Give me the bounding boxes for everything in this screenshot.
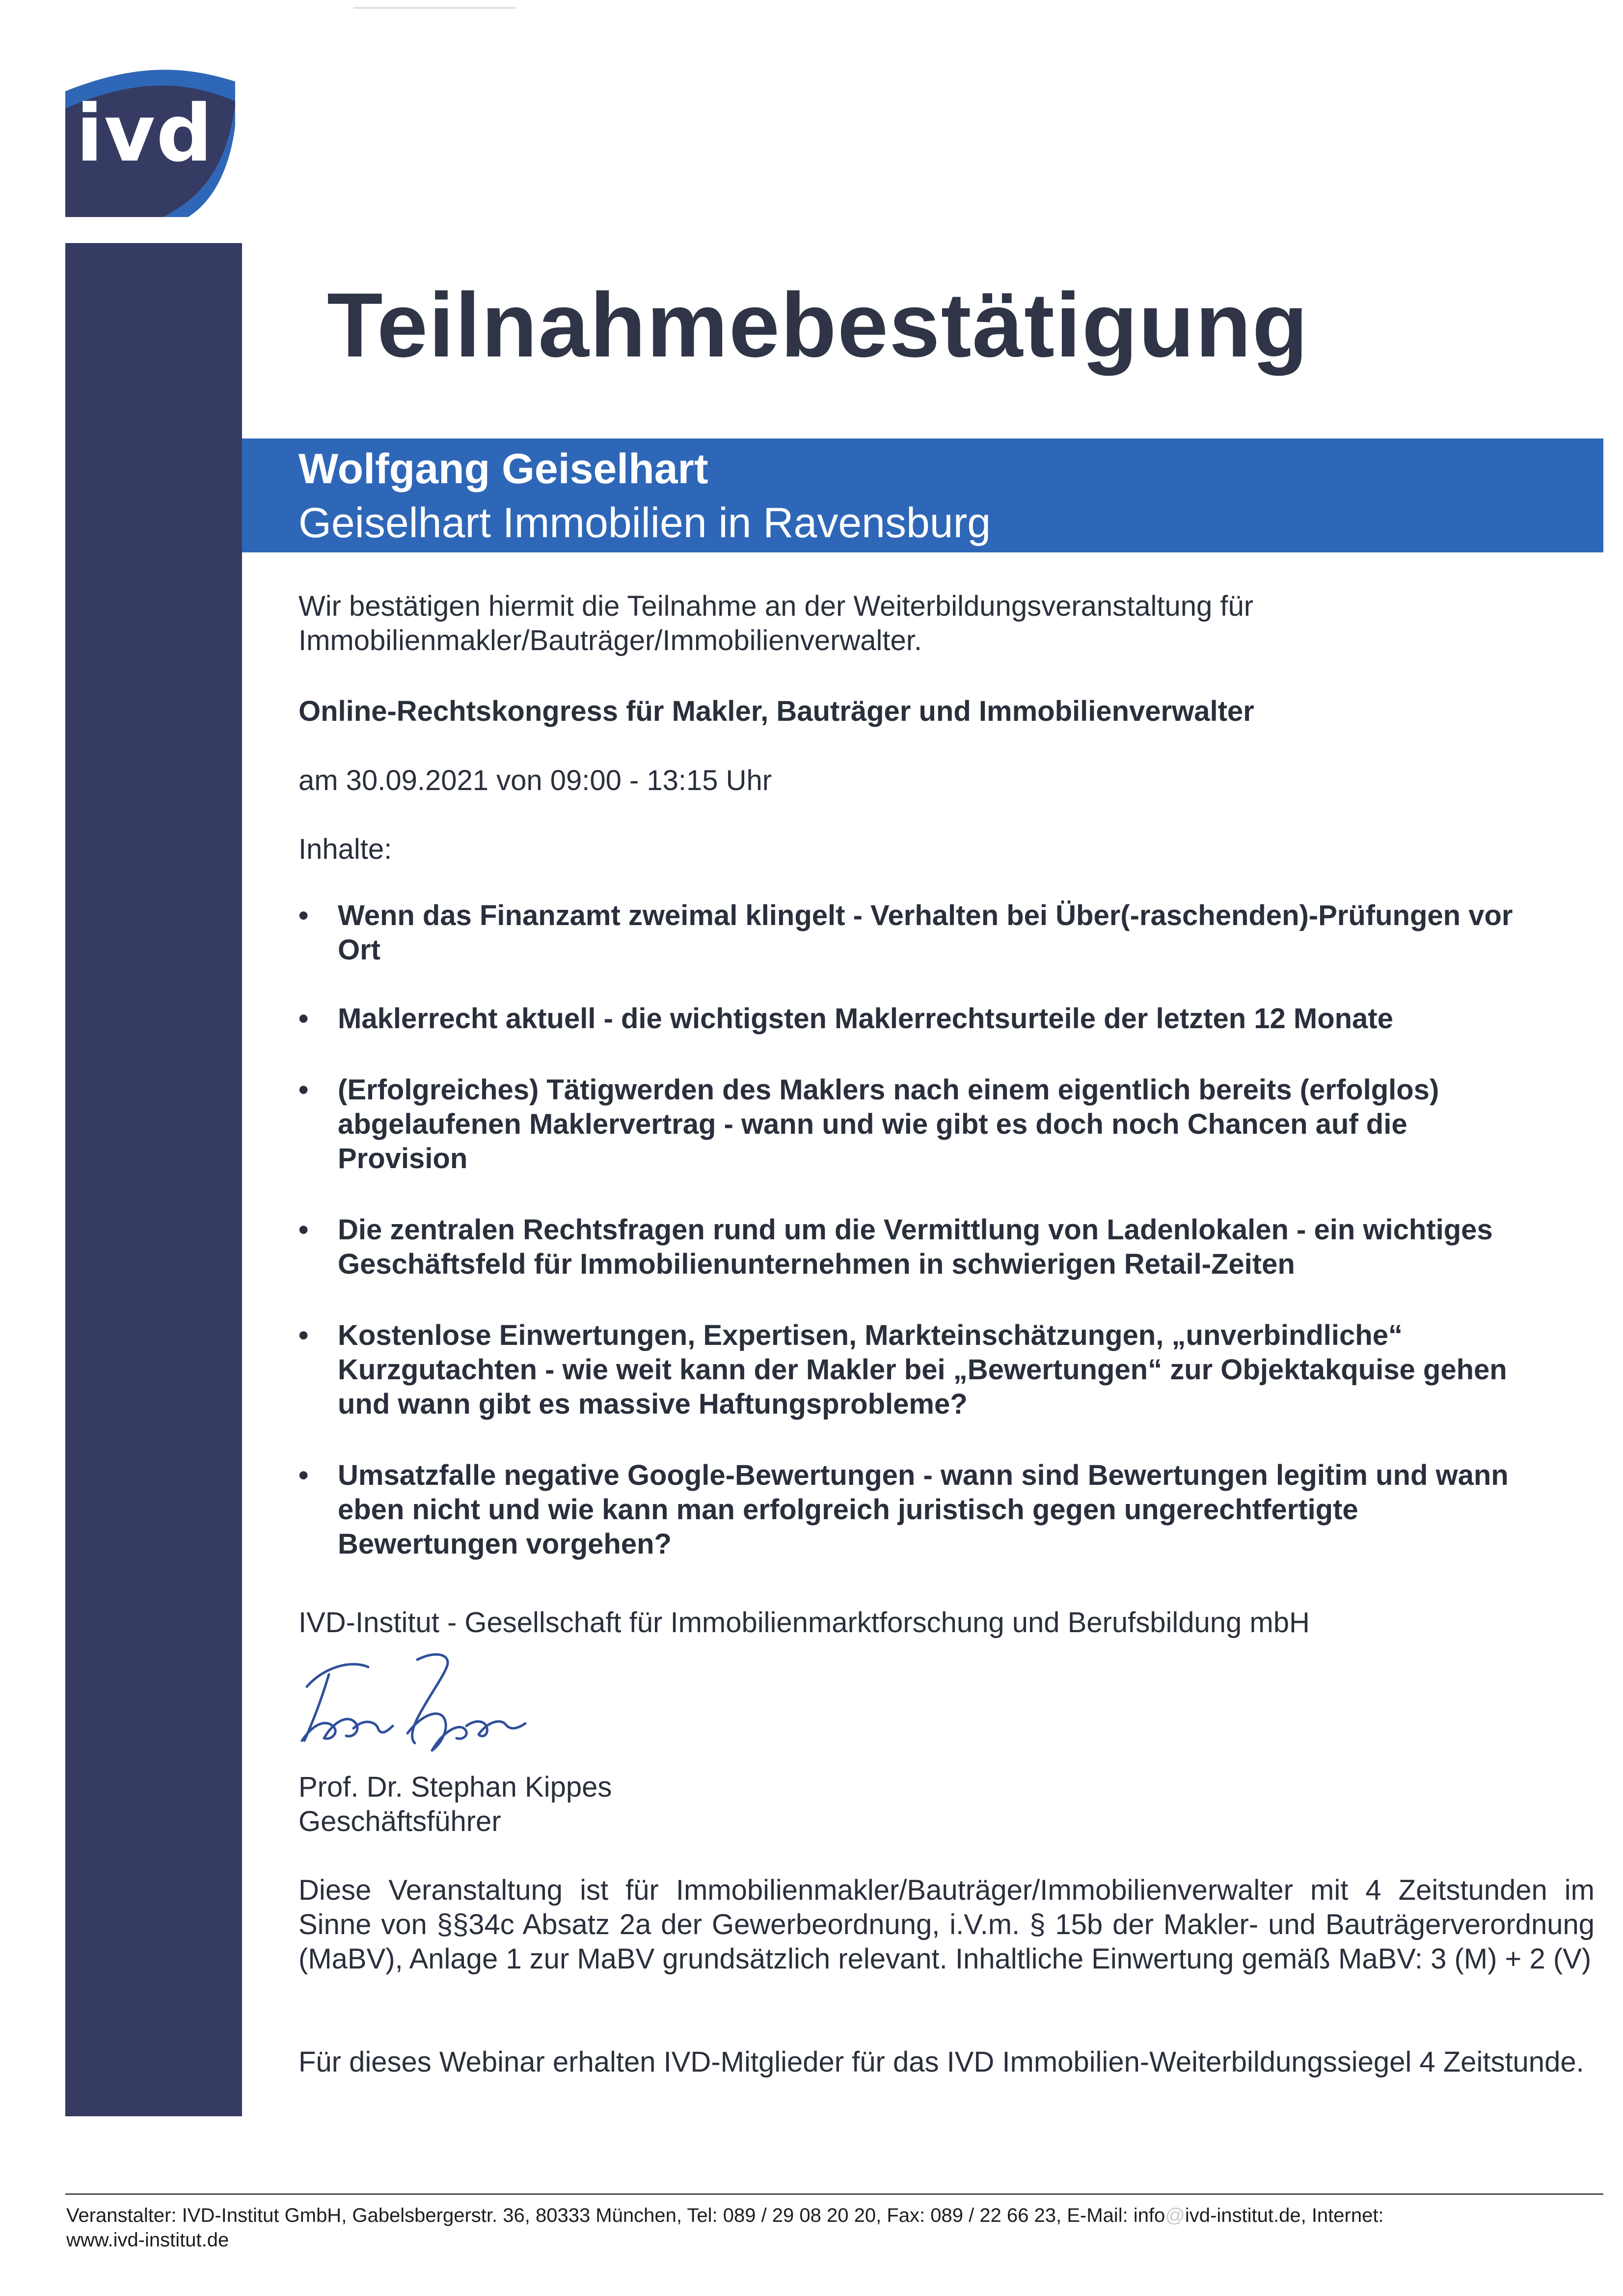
intro-line-1: Wir bestätigen hiermit die Teilnahme an der Weiterbildungsveranstaltung für [298,590,1254,622]
signature-image [295,1640,560,1758]
footer-website: www.ivd-institut.de [66,2229,229,2251]
topic-text: (Erfolgreiches) Tätigwerden des Maklers nach einem eigentlich bereits (erfolglos) abgelaufenen Maklervertrag - wann und wie gibt es doch noch Chancen auf die Provision [338,1074,1439,1175]
at-icon: @ [1165,2205,1185,2226]
signatory-role: Geschäftsführer [298,1805,501,1837]
relevance-note: Diese Veranstaltung ist für Immobilienmakler/Bauträger/Immobilienverwalter mit 4 Zeitstunden im Sinne von §§34c Absatz 2a der Gewerbeordnung, i.V.m. § 15b der Makler- und Bauträgerverordnung (MaBV), Anlage 1 zur MaBV grundsätzlich relevant. Inhaltliche Einwertung gemäß MaBV: 3 (M) + 2 (V) [298,1874,1595,1975]
list-item [298,1073,1595,1176]
list-item [298,1213,1595,1282]
bullet-icon: • [298,1214,309,1246]
topic-text: Wenn das Finanzamt zweimal klingelt - Verhalten bei Über(-raschenden)-Prüfungen vor Ort [338,900,1513,966]
footer [66,2203,1613,2252]
participant-company: Geiselhart Immobilien in Ravensburg [298,499,991,547]
topic-text: Maklerrecht aktuell - die wichtigsten Maklerrechtsurteile der letzten 12 Monate [338,1003,1393,1035]
list-item [298,899,1595,967]
scan-artifact [353,7,515,9]
footer-organizer-text: Veranstalter: IVD-Institut GmbH, Gabelsbergerstr. 36, 80333 München, Tel: 089 / 29 08 20 20, Fax: 089 / 22 66 23, E-Mail: info [66,2205,1165,2226]
ivd-logo [65,47,235,217]
topics-list [298,899,1595,1561]
bullet-icon: • [298,1003,309,1035]
webinar-note: Für dieses Webinar erhalten IVD-Mitglieder für das IVD Immobilien-Weiterbildungssiegel 4 Zeitstunde. [298,2046,1584,2078]
logo-text: ivd [76,87,214,179]
event-title: Online-Rechtskongress für Makler, Bauträger und Immobilienverwalter [298,695,1254,727]
topic-text: Kostenlose Einwertungen, Expertisen, Markteinschätzungen, „unverbindliche“ Kurzgutachten - wie weit kann der Makler bei „Bewertungen“ zur Objektakquise gehen und wann gibt es massive Haftungsprobleme? [338,1319,1507,1420]
bullet-icon: • [298,900,309,931]
document-title: Teilnahmebestätigung [327,274,1309,376]
list-item [298,1002,1595,1036]
contents-heading: Inhalte: [298,833,392,865]
institute-name: IVD-Institut - Gesellschaft für Immobilienmarktforschung und Berufsbildung mbH [298,1607,1310,1639]
topic-text: Die zentralen Rechtsfragen rund um die Vermittlung von Ladenlokalen - ein wichtiges Geschäftsfeld für Immobilienunternehmen in schwierigen Retail-Zeiten [338,1214,1493,1280]
footer-divider [65,2193,1603,2195]
participant-name: Wolfgang Geiselhart [298,445,708,492]
bullet-icon: • [298,1319,309,1351]
signatory-name: Prof. Dr. Stephan Kippes [298,1771,612,1803]
topic-text: Umsatzfalle negative Google-Bewertungen - wann sind Bewertungen legitim und wann eben nicht und wie kann man erfolgreich juristisch gegen ungerechtfertigte Bewertungen vorgehen? [338,1459,1509,1560]
bullet-icon: • [298,1074,309,1106]
event-date: am 30.09.2021 von 09:00 - 13:15 Uhr [298,765,772,796]
list-item [298,1318,1595,1421]
list-item [298,1458,1595,1561]
footer-contact-line [66,2203,1613,2228]
footer-email-domain: ivd-institut.de, Internet: [1185,2205,1384,2226]
bullet-icon: • [298,1459,309,1491]
intro-line-2: Immobilienmakler/Bauträger/Immobilienverwalter. [298,625,922,656]
decorative-side-bar [65,243,242,2116]
